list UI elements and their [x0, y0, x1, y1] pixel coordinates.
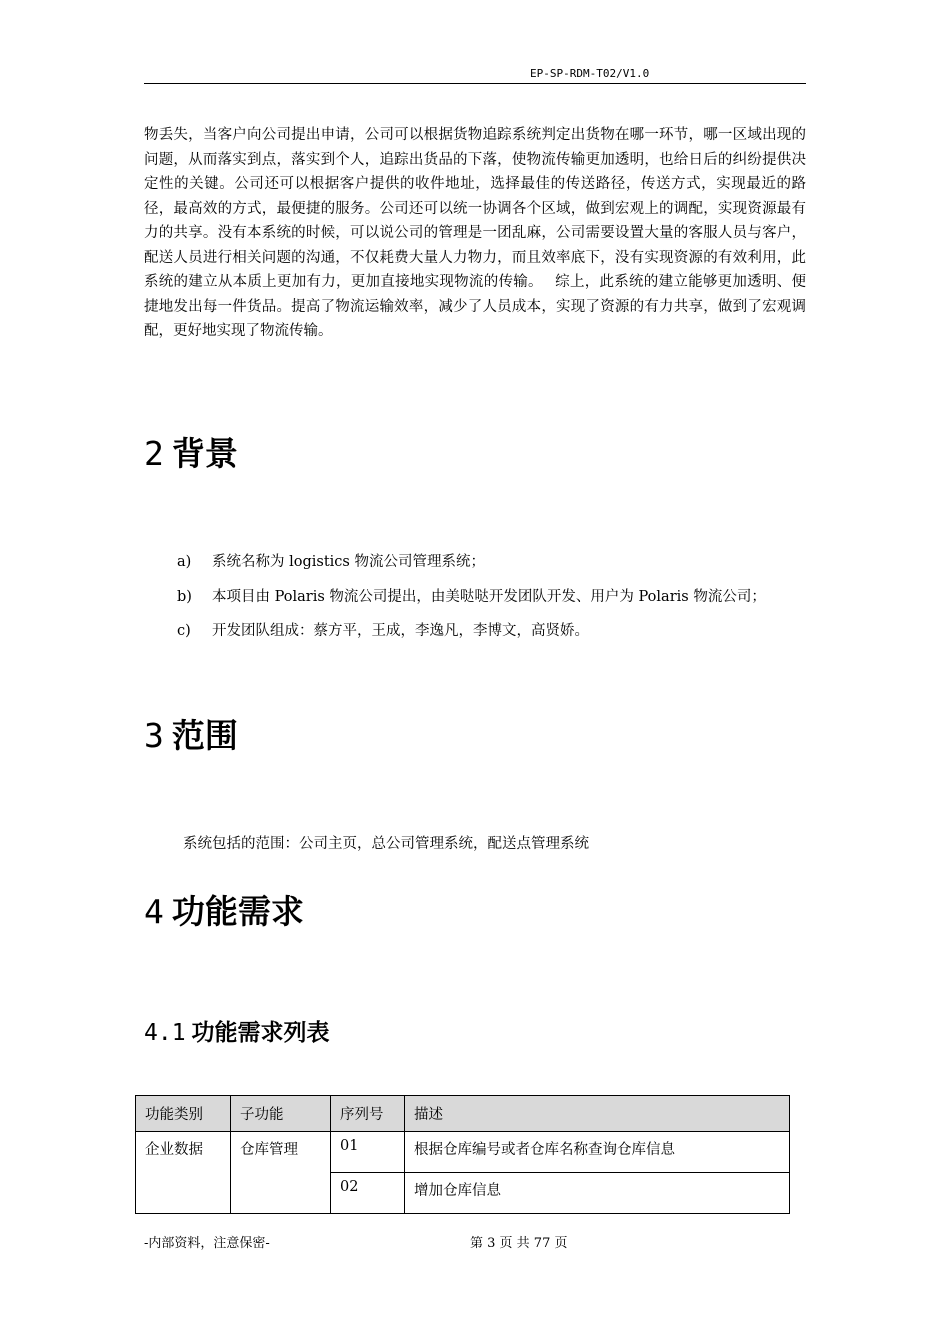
category-cell: 企业数据	[136, 1132, 231, 1214]
confidential-notice: -内部资料，注意保密-	[144, 1236, 270, 1251]
page-number: 第 3 页 共 77 页	[470, 1236, 568, 1251]
serial-cell: 02	[331, 1173, 405, 1214]
column-header-category: 功能类别	[136, 1096, 231, 1132]
scope-text: 系统包括的范围：公司主页，总公司管理系统，配送点管理系统	[183, 836, 589, 852]
list-item	[177, 619, 766, 654]
requirements-table	[135, 1095, 790, 1214]
section-3-title: 范围	[171, 716, 238, 755]
section-4-1-heading	[144, 1014, 330, 1047]
background-list	[177, 550, 766, 654]
section-2-heading	[144, 428, 238, 475]
column-header-subfunction: 子功能	[231, 1096, 331, 1132]
header-divider	[144, 83, 806, 84]
list-marker: a)	[177, 554, 192, 570]
list-marker: c)	[177, 623, 191, 639]
intro-paragraph: 物丢失，当客户向公司提出申请，公司可以根据货物追踪系统判定出货物在哪一环节，哪一区域出现的问题，从而落实到点，落实到个人，追踪出货品的下落，使物流传输更加透明，也给日后的纠纷提供决定性的关键。公司还可以根据客户提供的收件地址，选择最佳的传送路径，传送方式，实现最近的路径，最高效的方式，最便捷的服务。公司还可以统一协调各个区域，做到宏观上的调配，实现资源最有力的共享。没有本系统的时候，可以说公司的管理是一团乱麻，公司需要设置大量的客服人员与客户，配送人员进行相关问题的沟通，不仅耗费大量人力物力，而且效率底下，没有实现资源的有效利用，此系统的建立从本质上更加有力，更加直接地实现物流的传输。 综上，此系统的建立能够更加透明、便捷地发出每一件货品。提高了物流运输效率，减少了人员成本，实现了资源的有力共享，做到了宏观调配，更好地实现了物流传输。	[144, 127, 806, 339]
description-cell: 根据仓库编号或者仓库名称查询仓库信息	[405, 1132, 790, 1173]
section-3-number: 3	[144, 716, 164, 755]
list-item-text: 系统名称为 logistics 物流公司管理系统；	[212, 554, 485, 570]
description-cell: 增加仓库信息	[405, 1173, 790, 1214]
document-code: EP-SP-RDM-T02/V1.0	[530, 67, 650, 80]
table-header-row	[136, 1096, 790, 1132]
section-4-heading	[144, 886, 304, 933]
column-header-serial: 序列号	[331, 1096, 405, 1132]
list-item-text: 本项目由 Polaris 物流公司提出，由美哒哒开发团队开发、用户为 Polaris 物流公司；	[212, 588, 766, 605]
section-4-1-title: 功能需求列表	[191, 1020, 330, 1046]
section-3-heading	[144, 710, 238, 757]
subfunction-cell: 仓库管理	[231, 1132, 331, 1214]
column-header-description: 描述	[405, 1096, 790, 1132]
list-item	[177, 585, 766, 620]
table-row	[136, 1132, 790, 1173]
section-4-number: 4	[144, 892, 164, 931]
section-2-number: 2	[144, 434, 164, 473]
list-item-text: 开发团队组成：蔡方平，王成，李逸凡，李博文，高贤娇。	[212, 623, 589, 639]
section-2-title: 背景	[171, 434, 238, 473]
list-marker: b)	[177, 588, 192, 605]
section-4-1-number: 4.1	[144, 1020, 186, 1046]
section-4-title: 功能需求	[171, 892, 304, 931]
serial-cell: 01	[331, 1132, 405, 1173]
list-item	[177, 550, 766, 585]
